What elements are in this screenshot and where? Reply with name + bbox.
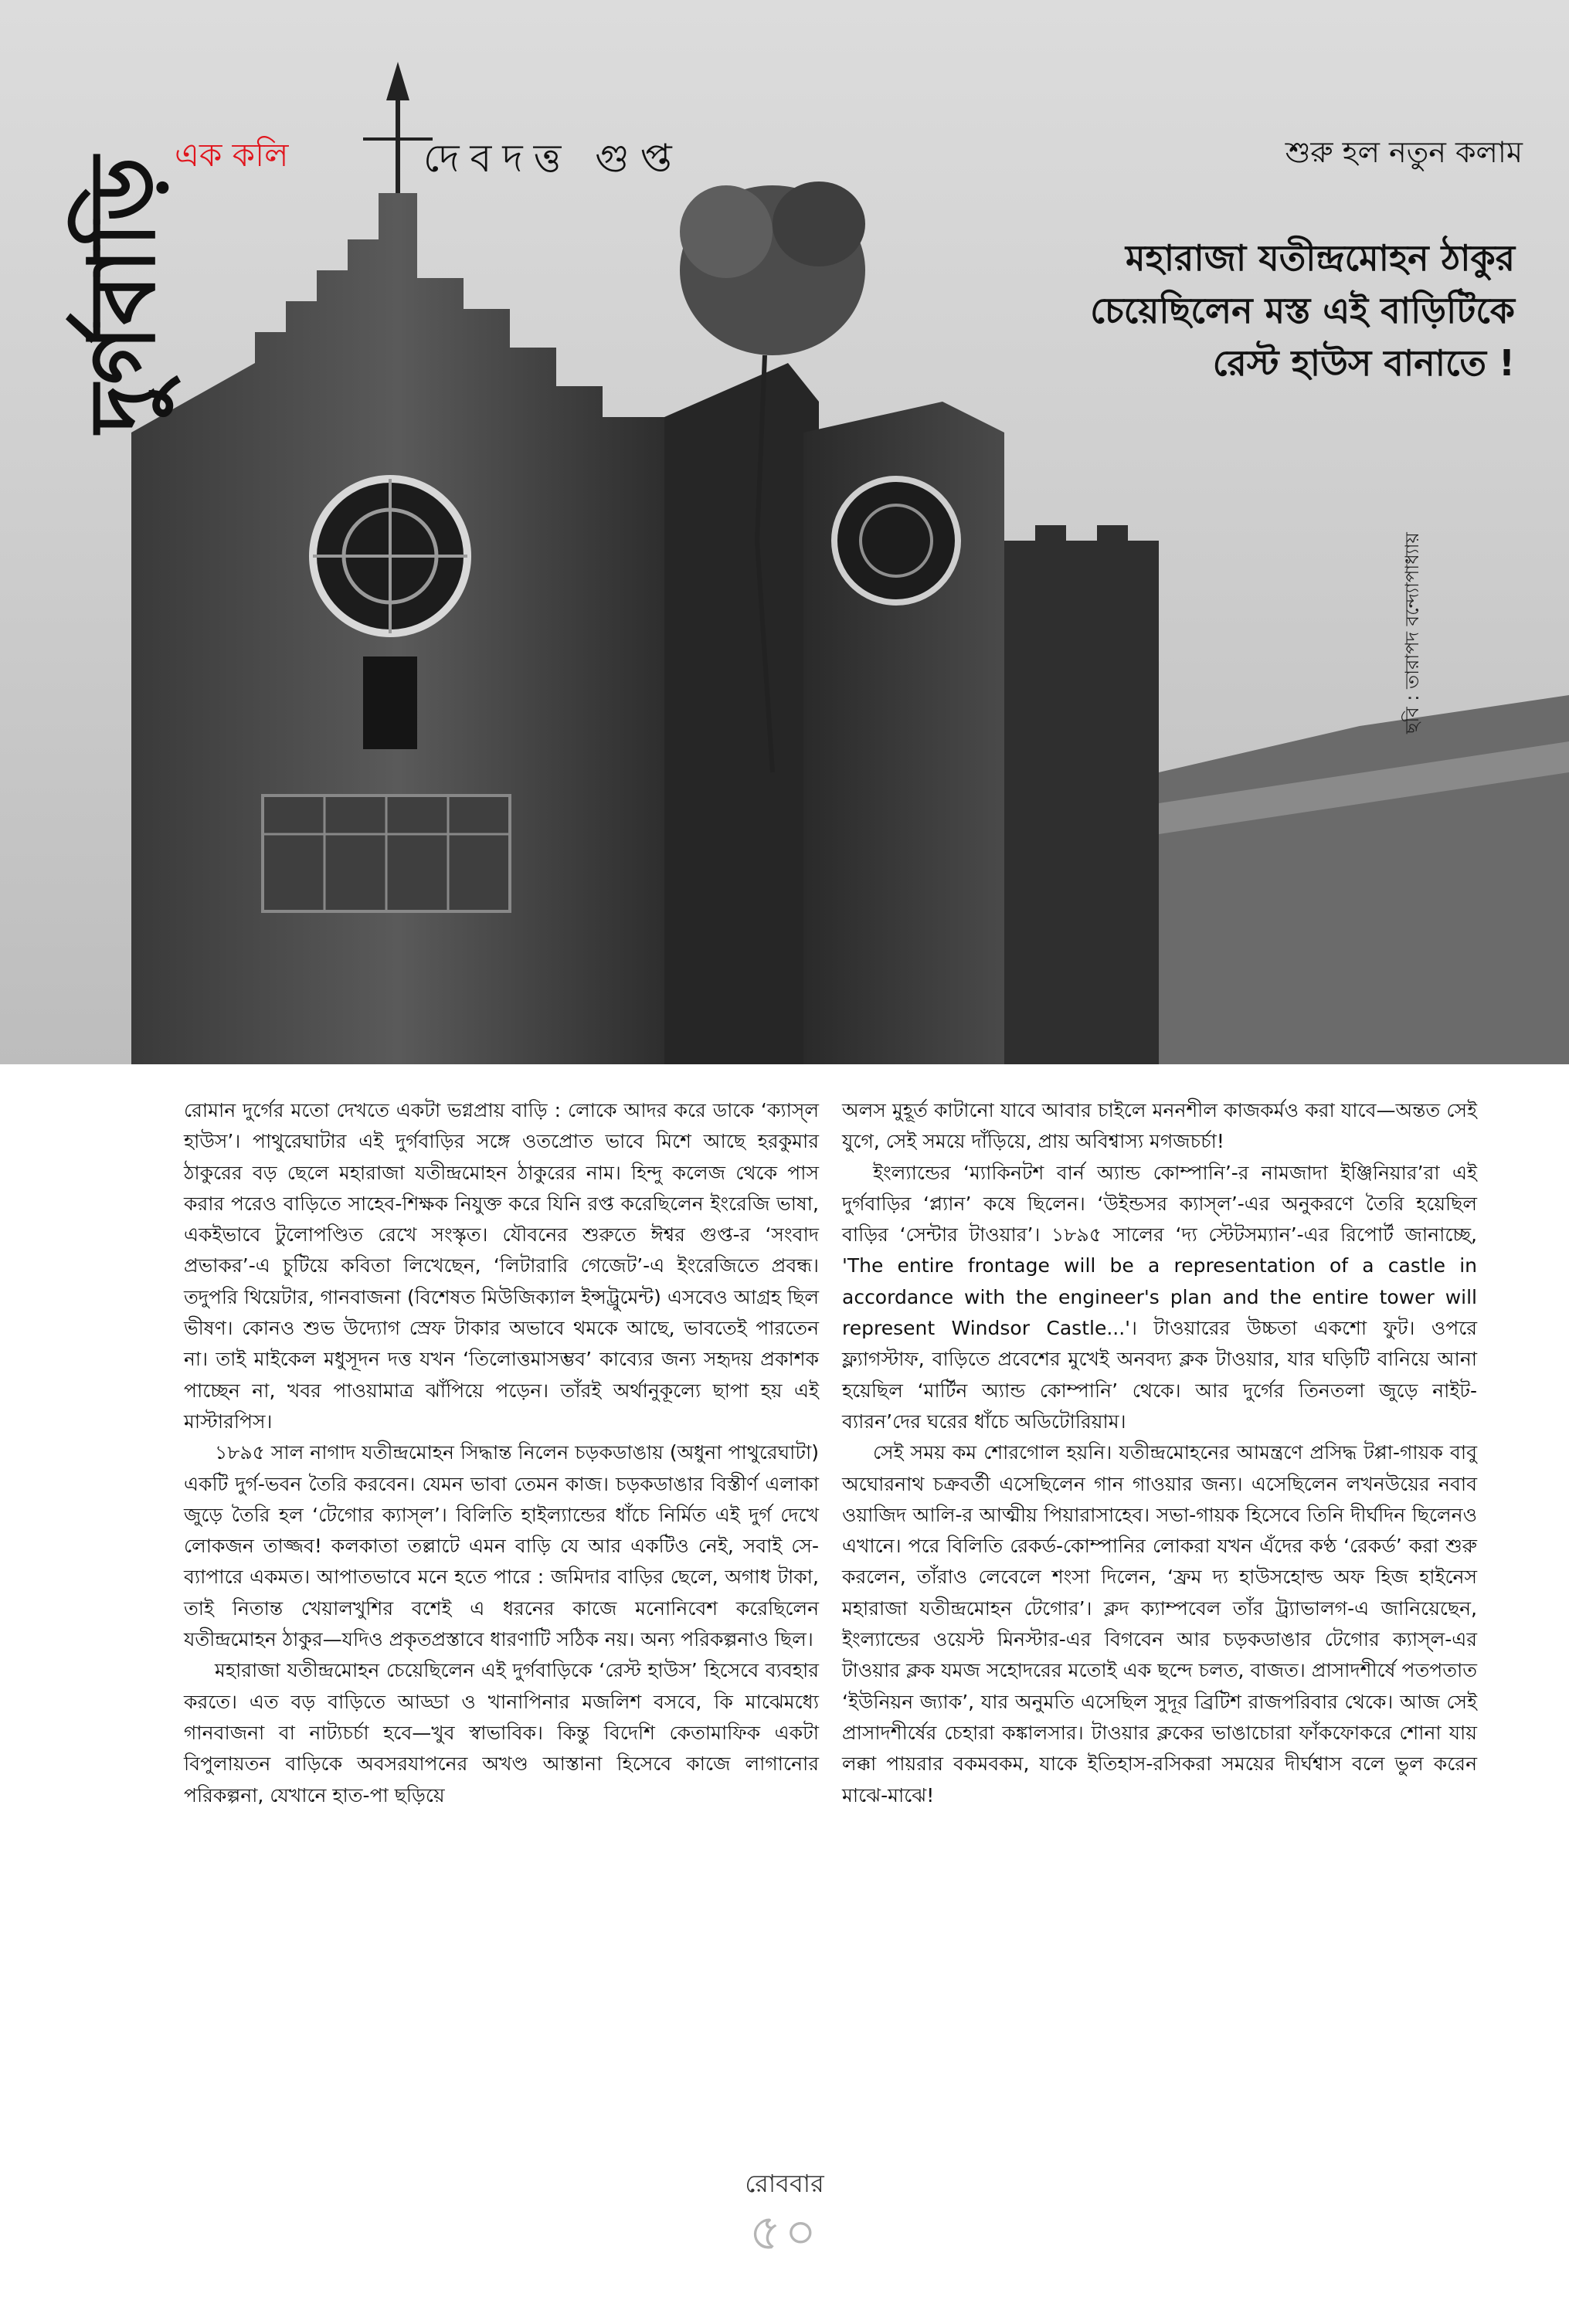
vertical-title: দুর্গবাড়ি	[69, 156, 175, 433]
photo-credit: ছবি : তারাপদ বন্দ্যোপাধ্যায়	[1401, 532, 1423, 734]
headline-line: মহারাজা যতীন্দ্রমোহন ঠাকুর	[1126, 237, 1515, 279]
page-number: ৫০	[749, 2204, 820, 2261]
paragraph: ইংল্যান্ডের ‘ম্যাকিনটশ বার্ন অ্যান্ড কোম্পানি’-র নামজাদা ইঞ্জিনিয়ার’রা এই দুর্গবাড়ির ‘প্ল্যান’ কষে ছিলেন। ‘উইন্ডসর ক্যাস্‌ল’-এর অনুকরণে তৈরি হয়েছিল বাড়ির ‘সেন্টার টাওয়ার’। ১৮৯৫ সালের ‘দ্য স্টেটসম্যান’-এর রিপোর্ট জানাচ্ছে, 'The entire frontage will be a representation of a castle in accordance with the engineer's plan and the entire tower will represent Windsor Castle...'। টাওয়ারের উচ্চতা একশো ফুট। ওপরে ফ্ল্যাগস্টাফ, বাড়িতে প্রবেশের মুখেই অনবদ্য ক্লক টাওয়ার, যার ঘড়িটি বানিয়ে আনা হয়েছিল ‘মার্টিন অ্যান্ড কোম্পানি’ থেকে। আর দুর্গের তিনতলা জুড়ে নাইট-ব্যারন’দের ঘরের ধাঁচে অডিটোরিয়াম।	[842, 1161, 1477, 1433]
tower-side	[664, 363, 819, 1064]
right-clock-face	[834, 479, 958, 602]
author-name: দেবদত্ত গুপ্ত	[423, 136, 683, 181]
article-column-right	[842, 1095, 1477, 1811]
series-label: এক কলি	[175, 136, 289, 174]
background-roof	[1159, 695, 1569, 1064]
headline-line: চেয়েছিলেন মস্ত এই বাড়িটিকে	[1090, 290, 1515, 331]
headline-line: রেস্ট হাউস বানাতে !	[1212, 342, 1515, 384]
paragraph: মহারাজা যতীন্দ্রমোহন চেয়েছিলেন এই দুর্গবাড়িকে ‘রেস্ট হাউস’ হিসেবে ব্যবহার করতে। এত বড় বাড়িতে আড্ডা ও খানাপিনার মজলিশ বসবে, কি মাঝেমধ্যে গানবাজনা বা নাট্যচর্চা হবে—খুব স্বাভাবিক। কিন্তু বিদেশি কেতামাফিক একটা বিপুলায়তন বাড়িকে অবসরযাপনের অখণ্ড আস্তানা হিসেবে কাজে লাগানোর পরিকল্পনা, যেখানে হাত-পা ছড়িয়ে	[184, 1659, 819, 1807]
paragraph: সেই সময় কম শোরগোল হয়নি। যতীন্দ্রমোহনের আমন্ত্রণে প্রসিদ্ধ টপ্পা-গায়ক বাবু অঘোরনাথ চক্রবর্তী এসেছিলেন গান গাওয়ার জন্য। এসেছিলেন লখনউয়ের নবাব ওয়াজিদ আলি-র আত্মীয় পিয়ারাসাহেব। সভা-গায়ক হিসেবে তিনি দীর্ঘদিন ছিলেনও এখানে। পরে বিলিতি রেকর্ড-কোম্পানির লোকরা যখন এঁদের কণ্ঠ ‘রেকর্ড’ করা শুরু করলেন, তাঁরাও লেবেলে শংসা দিলেন, ‘ফ্রম দ্য হাউসহোল্ড অফ হিজ হাইনেস মহারাজা যতীন্দ্রমোহন টেগোর’। ক্লদ ক্যাম্পবেল তাঁর ট্র্যাভালগ-এ জানিয়েছেন, ইংল্যান্ডের ওয়েস্ট মিনস্টার-এর বিগবেন আর চড়কডাঙার টেগোর ক্যাস্‌ল-এর টাওয়ার ক্লক যমজ সহোদরের মতোই এক ছন্দে চলত, বাজত। প্রাসাদশীর্ষে পতপতাত ‘ইউনিয়ন জ্যাক’, যার অনুমতি এসেছিল সুদূর ব্রিটিশ রাজপরিবার থেকে। আজ সেই প্রাসাদশীর্ষের চেহারা কঙ্কালসার। টাওয়ার ক্লকের ভাঙাচোরা ফাঁকফোকরে শোনা যায় লক্কা পায়রার বকমবকম, যাকে ইতিহাস-রসিকরা সময়ের দীর্ঘশ্বাস বলে ভুল করেন মাঝে-মাঝে!	[842, 1441, 1477, 1807]
kicker-text: শুরু হল নতুন কলাম	[1285, 135, 1523, 169]
magazine-name: রোববার	[745, 2169, 824, 2198]
paragraph: রোমান দুর্গের মতো দেখতে একটা ভগ্নপ্রায় বাড়ি : লোকে আদর করে ডাকে ‘ক্যাস্‌ল হাউস’। পাথুরেঘাটার এই দুর্গবাড়ির সঙ্গে ওতপ্রোত ভাবে মিশে আছে হরকুমার ঠাকুরের বড় ছেলে মহারাজা যতীন্দ্রমোহন ঠাকুরের নাম। হিন্দু কলেজ থেকে পাস করার পরেও বাড়িতে সাহেব-শিক্ষক নিযুক্ত করে যিনি রপ্ত করেছিলেন ইংরেজি ভাষা, একইভাবে টুলোপণ্ডিত রেখে সংস্কৃত। যৌবনের শুরুতে ঈশ্বর গুপ্ত-র ‘সংবাদ প্রভাকর’-এ চুটিয়ে কবিতা লিখেছেন, ‘লিটারারি গেজেট’-এ ইংরেজিতে প্রবন্ধ। তদুপরি থিয়েটার, গানবাজনা (বিশেষত মিউজিক্যাল ইন্সট্রুমেন্ট) এসবেও আগ্রহ ছিল ভীষণ। কোনও শুভ উদ্যোগ স্রেফ টাকার অভাবে থমকে আছে, ভাবতেই পারতেন না। তাই মাইকেল মধুসূদন দত্ত যখন ‘তিলোত্তমাসম্ভব’ কাব্যের জন্য সহৃদয় প্রকাশক পাচ্ছেন না, খবর পাওয়ামাত্র ঝাঁপিয়ে পড়েন। তাঁরই অর্থানুকূল্যে ছাপা হয় এই মাস্টারপিস।	[184, 1099, 819, 1433]
round-turret	[1004, 525, 1159, 1064]
article-column-left	[184, 1095, 819, 1811]
hero-photo	[0, 0, 1569, 1064]
paragraph: ১৮৯৫ সাল নাগাদ যতীন্দ্রমোহন সিদ্ধান্ত নিলেন চড়কডাঙায় (অধুনা পাথুরেঘাটা) একটি দুর্গ-ভবন তৈরি করবেন। যেমন ভাবা তেমন কাজ। চড়কডাঙার বিস্তীর্ণ এলাকা জুড়ে তৈরি হল ‘টেগোর ক্যাস্‌ল’। বিলিতি হাইল্যান্ডের ধাঁচে নির্মিত এই দুর্গ দেখে লোকজন তাজ্জব! কলকাতা তল্লাটে এমন বাড়ি যে আর একটিও নেই, সবাই সে-ব্যাপারে একমত। আপাতভাবে মনে হতে পারে : জমিদার বাড়ির ছেলে, অগাধ টাকা, তাই নিতান্ত খেয়ালখুশির বশেই এ ধরনের কাজে মনোনিবেশ করেছিলেন যতীন্দ্রমোহন ঠাকুর—যদিও প্রকৃতপ্রস্তাবে ধারণাটি সঠিক নয়। অন্য পরিকল্পনাও ছিল।	[184, 1441, 819, 1651]
arched-window	[363, 656, 417, 749]
headline	[928, 232, 1515, 389]
paragraph: অলস মুহূর্ত কাটানো যাবে আবার চাইলে মননশীল কাজকর্মও করা যাবে—অন্তত সেই যুগে, সেই সময়ে দাঁড়িয়ে, প্রায় অবিশ্বাস্য মগজচর্চা!	[842, 1099, 1477, 1153]
